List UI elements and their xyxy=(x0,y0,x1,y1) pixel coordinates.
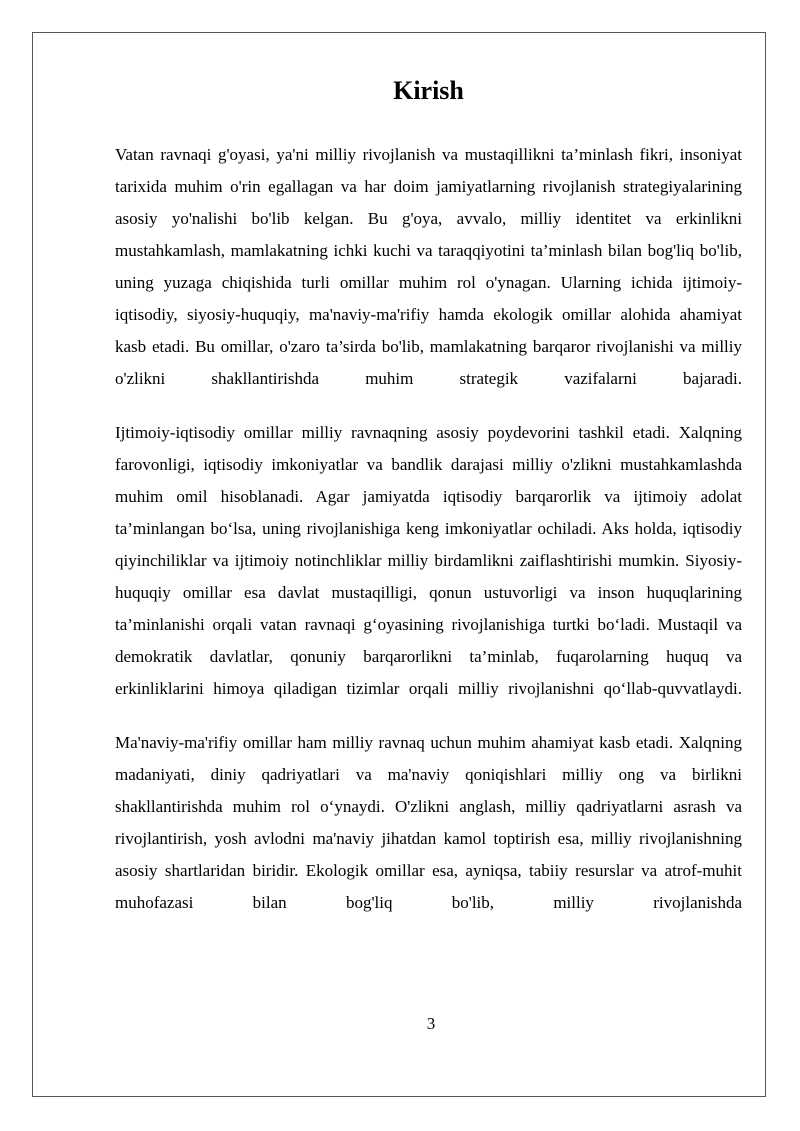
paragraph-intro: Vatan ravnaqi g'oyasi, ya'ni milliy rivojlanish va mustaqillikni ta’minlash fikri, insoniyat tarixida muhim o'rin egallagan va har doim jamiyatlarning rivojlanish strategiyalarining asosiy yo'nalishi bo'lib kelgan. Bu g'oya, avvalo, milliy identitet va erkinlikni mustahkamlash, mamlakatning ichki kuchi va taraqqiyotini ta’minlash bilan bog'liq bo'lib, uning yuzaga chiqishida turli omillar muhim rol o'ynagan. Ularning ichida ijtimoiy-iqtisodiy, siyosiy-huquqiy, ma'naviy-ma'rifiy hamda ekologik omillar alohida ahamiyat kasb etadi. Bu omillar, o'zaro ta’sirda bo'lib, mamlakatning barqaror rivojlanishi va milliy o'zlikni shakllantirishda muhim strategik vazifalarni bajaradi. xyxy=(115,145,742,388)
document-title: Kirish xyxy=(393,76,464,105)
paragraph-spiritual: Ma'naviy-ma'rifiy omillar ham milliy ravnaq uchun muhim ahamiyat kasb etadi. Xalqning madaniyati, diniy qadriyatlari va ma'naviy qoniqishlari milliy ong va birlikni shakllantirishda muhim rol o‘ynaydi. O'zlikni anglash, milliy qadriyatlarni asrash va rivojlantirish, yosh avlodni ma'naviy jihatdan kamol toptirish esa, milliy rivojlanishning asosiy shartlaridan biridir. Ekologik omillar esa, ayniqsa, tabiiy resurslar va atrof-muhit muhofazasi bilan bog'liq bo'lib, milliy rivojlanishda xyxy=(115,733,742,912)
paragraph-socio-economic: Ijtimoiy-iqtisodiy omillar milliy ravnaqning asosiy poydevorini tashkil etadi. Xalqning farovonligi, iqtisodiy imkoniyatlar va bandlik darajasi milliy o'zlikni mustahkamlashda muhim omil hisoblanadi. Agar jamiyatda iqtisodiy barqarorlik va ijtimoiy adolat ta’minlangan bo‘lsa, uning rivojlanishiga keng imkoniyatlar ochiladi. Aks holda, iqtisodiy qiyinchiliklar va ijtimoiy notinchliklar milliy birdamlikni zaiflashtirishi mumkin. Siyosiy-huquqiy omillar esa davlat mustaqilligi, qonun ustuvorligi va inson huquqlarining ta’minlanishi orqali vatan ravnaqi g‘oyasining rivojlanishiga turtki bo‘ladi. Mustaqil va demokratik davlatlar, qonuniy barqarorlikni ta’minlab, fuqarolarning huquq va erkinliklarini himoya qiladigan tizimlar orqali milliy rivojlanishni qo‘llab-quvvatlaydi. xyxy=(115,423,742,698)
document-body xyxy=(115,75,742,941)
page-number: 3 xyxy=(426,1014,436,1033)
